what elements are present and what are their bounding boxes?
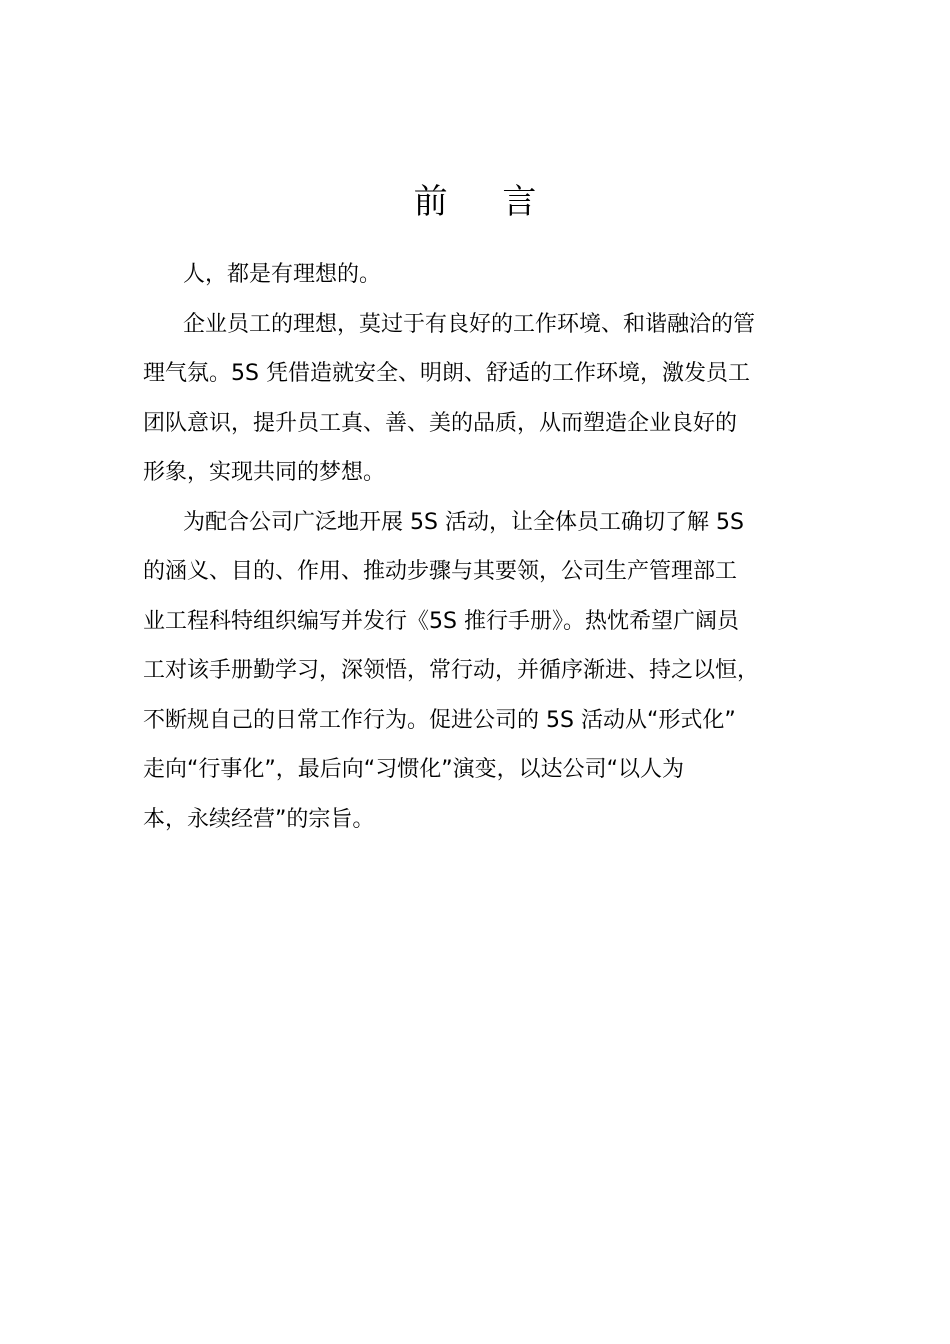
text-line: 走向“行事化”，最后向“习惯化”演变，以达公司“以人为 xyxy=(143,757,684,782)
text-line: 业工程科特组织编写并发行《5S 推行手册》。热忱希望广阔员 xyxy=(143,608,739,634)
text-line: 企业员工的理想，莫过于有良好的工作环境、和谐融洽的管 xyxy=(183,311,756,337)
page-title: 前 言 xyxy=(413,182,559,222)
paragraph-2 xyxy=(143,300,823,498)
text-line: 的涵义、目的、作用、推动步骤与其要领，公司生产管理部工 xyxy=(143,559,738,584)
paragraph-1 xyxy=(143,250,823,300)
paragraph-3 xyxy=(143,498,823,845)
text-line: 本，永续经营”的宗旨。 xyxy=(143,806,375,832)
text-line: 为配合公司广泛地开展 5S 活动，让全体员工确切了解 5S xyxy=(183,509,744,535)
text-line: 人，都是有理想的。 xyxy=(183,262,382,287)
text-line: 团队意识，提升员工真、善、美的品质，从而塑造企业良好的 xyxy=(143,410,738,436)
text-line: 形象，实现共同的梦想。 xyxy=(143,460,386,485)
document-body xyxy=(143,250,823,844)
text-line: 不断规自己的日常工作行为。促进公司的 5S 活动从“形式化” xyxy=(143,707,736,733)
text-line: 理气氛。5S 凭借造就安全、明朗、舒适的工作环境，激发员工 xyxy=(143,361,750,386)
text-line: 工对该手册勤学习，深领悟，常行动，并循序渐进、持之以恒， xyxy=(143,658,760,683)
